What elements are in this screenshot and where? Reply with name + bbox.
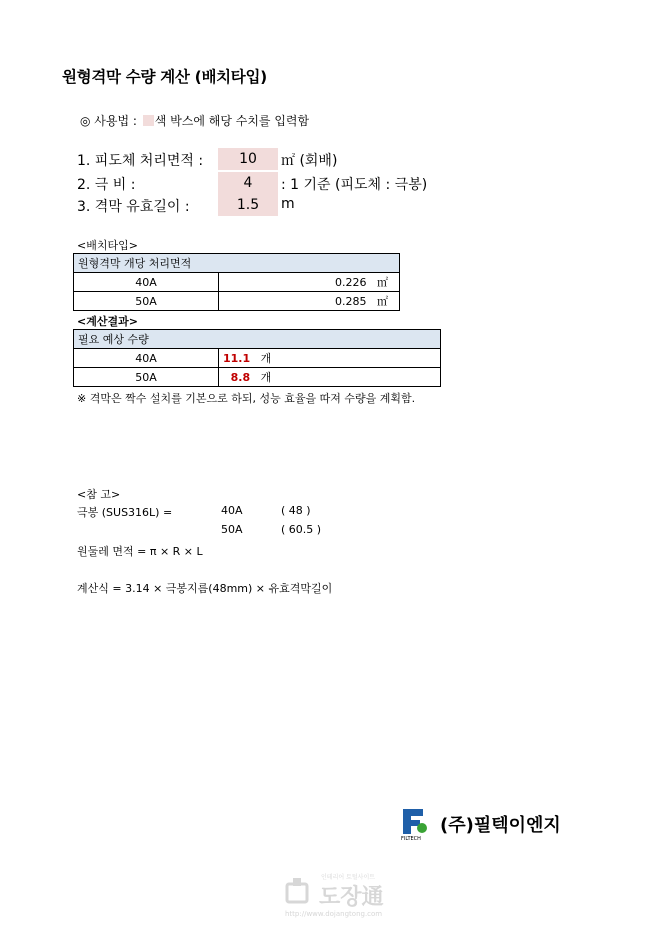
reference-rod-label: 극봉 (SUS316L) = bbox=[77, 506, 173, 519]
input-ratio-unit: : 1 기준 (피도체 : 극봉) bbox=[281, 177, 428, 193]
reference-formula-circumference: 원둘레 면적 = π × R × L bbox=[77, 545, 203, 558]
filtech-logo-icon bbox=[401, 807, 427, 837]
watermark-url: http://www.dojangtong.com bbox=[285, 910, 383, 918]
batch-value: 0.226 bbox=[335, 276, 367, 289]
result-value: 11.1 bbox=[223, 352, 251, 365]
page-title: 원형격막 수량 계산 (배치타입) bbox=[62, 68, 267, 86]
batch-table-header: 원형격막 개당 처리면적 bbox=[74, 254, 400, 273]
result-size-cell: 40A bbox=[74, 349, 219, 368]
batch-table bbox=[73, 253, 400, 311]
batch-section-label: <배치타입> bbox=[77, 239, 138, 252]
usage-instruction bbox=[80, 112, 309, 129]
batch-size-cell: 40A bbox=[74, 273, 219, 292]
input-length-value[interactable]: 1.5 bbox=[218, 194, 278, 216]
input-length-unit: m bbox=[281, 196, 295, 212]
input-ratio-value[interactable]: 4 bbox=[218, 172, 278, 194]
result-value-cell bbox=[219, 349, 441, 368]
result-table bbox=[73, 329, 441, 387]
batch-unit: ㎡ bbox=[377, 295, 388, 308]
result-note: ※ 격막은 짝수 설치를 기본으로 하되, 성능 효율을 따져 수량을 계획함. bbox=[77, 392, 416, 405]
reference-rod-size: 50A bbox=[221, 523, 243, 536]
input-color-swatch bbox=[143, 115, 154, 126]
company-name: (주)필텍이엔지 bbox=[440, 815, 561, 836]
input-area-value[interactable]: 10 bbox=[218, 148, 278, 170]
reference-rod-size: 40A bbox=[221, 504, 243, 517]
result-unit: 개 bbox=[260, 371, 272, 384]
watermark-name: 도장通 bbox=[319, 885, 384, 910]
usage-prefix: ◎ 사용법 : bbox=[80, 114, 141, 128]
result-value-cell bbox=[219, 368, 441, 387]
table-row bbox=[74, 368, 441, 387]
batch-unit: ㎡ bbox=[377, 276, 388, 289]
batch-size-cell: 50A bbox=[74, 292, 219, 311]
reference-rod-dia: ( 48 ) bbox=[281, 504, 311, 517]
reference-label: <참 고> bbox=[77, 488, 121, 501]
watermark-stamp-icon bbox=[285, 876, 311, 906]
table-row bbox=[74, 349, 441, 368]
table-row bbox=[74, 292, 400, 311]
result-section-label: <계산결과> bbox=[77, 315, 138, 328]
result-unit: 개 bbox=[260, 352, 272, 365]
input-label-ratio: 2. 극 비 : bbox=[77, 177, 136, 193]
batch-value-cell bbox=[219, 273, 400, 292]
input-label-area: 1. 피도체 처리면적 : bbox=[77, 153, 204, 169]
batch-value-cell bbox=[219, 292, 400, 311]
result-size-cell: 50A bbox=[74, 368, 219, 387]
logo-subtext: FILTECH bbox=[401, 836, 421, 842]
reference-rod-dia: ( 60.5 ) bbox=[281, 523, 322, 536]
table-row bbox=[74, 273, 400, 292]
batch-value: 0.285 bbox=[335, 295, 367, 308]
input-area-unit: ㎡ (회배) bbox=[281, 153, 338, 169]
result-value: 8.8 bbox=[230, 371, 251, 384]
usage-suffix: 색 박스에 해당 수치를 입력함 bbox=[154, 114, 310, 128]
reference-formula-calc: 계산식 = 3.14 × 극봉지름(48mm) × 유효격막길이 bbox=[77, 582, 333, 595]
input-label-length: 3. 격막 유효길이 : bbox=[77, 199, 190, 215]
result-table-header: 필요 예상 수량 bbox=[74, 330, 441, 349]
watermark-small-text: 인테리어 토털사이트 bbox=[321, 874, 376, 881]
